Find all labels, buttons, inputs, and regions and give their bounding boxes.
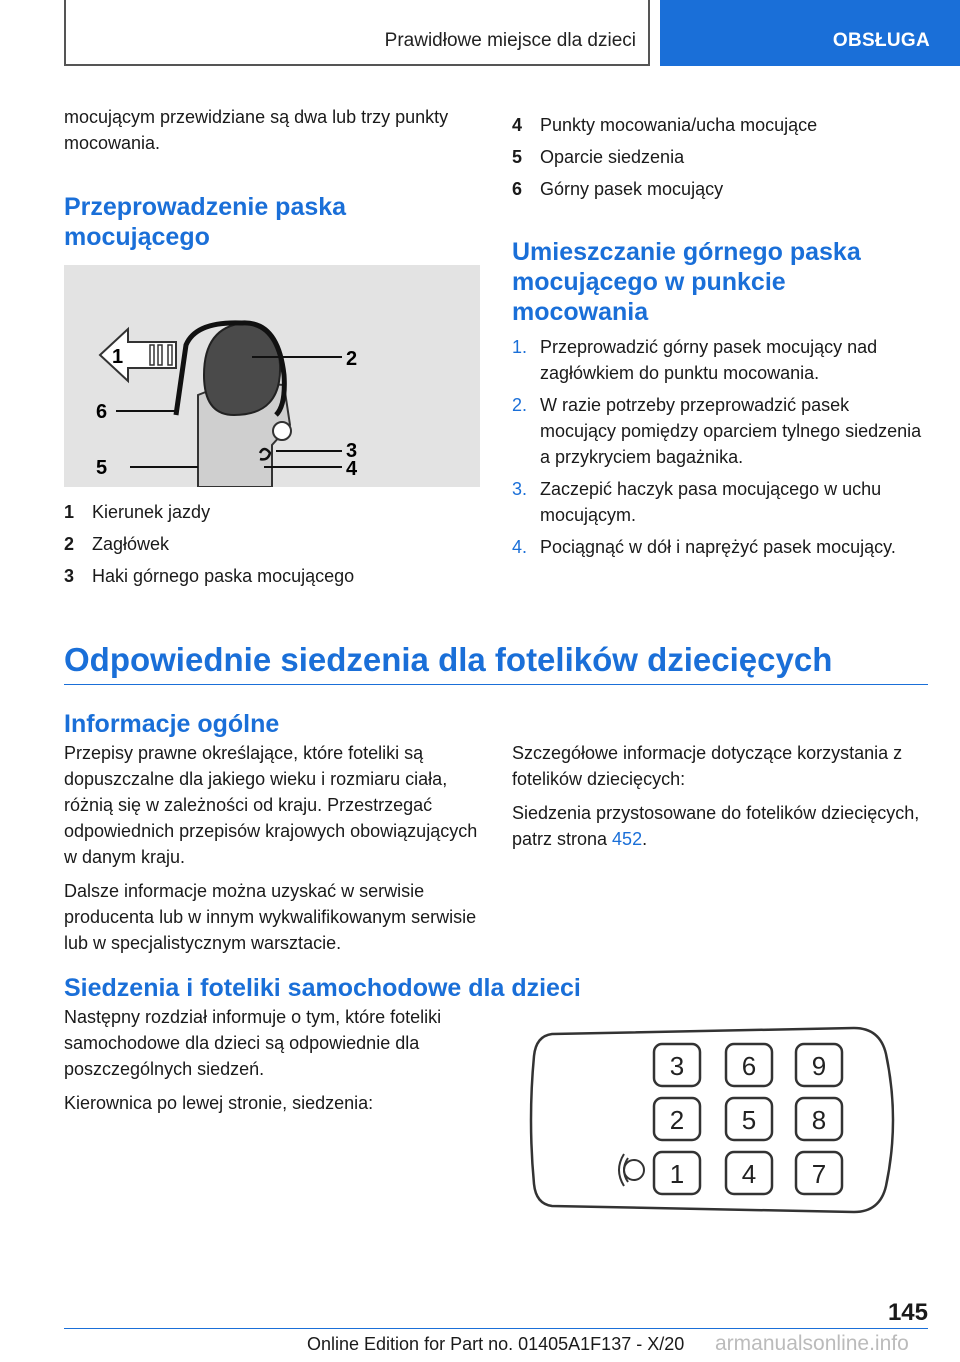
legend-num: 3	[64, 566, 75, 586]
seats-text-block	[64, 1004, 480, 1116]
section-rule	[64, 684, 928, 685]
step-item	[512, 534, 928, 560]
seat-number: 8	[811, 1105, 827, 1135]
legend-text: Kierunek jazdy	[92, 502, 211, 522]
intro-block	[64, 104, 480, 156]
subheading-seats: Siedzenia i foteliki samochodowe dla dzieci	[64, 974, 581, 1002]
heading-upper-strap-line1: Umieszczanie górnego paska	[512, 238, 861, 266]
legend-item	[512, 141, 928, 173]
seat-number: 2	[669, 1105, 685, 1135]
seat-number: 3	[669, 1051, 685, 1081]
seat-number: 1	[669, 1159, 685, 1189]
section-tab[interactable]	[660, 0, 960, 66]
legend-text: Oparcie siedzenia	[540, 147, 685, 167]
footer-watermark: armanualsonline.info	[715, 1332, 909, 1355]
legend-item	[64, 496, 480, 528]
tether-figure	[64, 265, 480, 487]
seat-number: 5	[741, 1105, 757, 1135]
step-text: Pociągnąć w dół i naprężyć pasek mocujący.	[540, 537, 896, 557]
legend-num: 6	[512, 179, 523, 199]
general-right-p2	[512, 800, 928, 852]
general-right-p1: Szczegółowe informacje dotyczące korzystania z fotelików dziecięcych:	[512, 743, 903, 789]
figure-label-3: 3	[346, 440, 358, 462]
legend-num: 1	[64, 502, 75, 522]
heading-upper-strap	[512, 237, 928, 327]
legend-text: Punkty mocowania/ucha mocujące	[540, 115, 818, 135]
page-header	[0, 0, 960, 66]
heading-strap-line2: mocującego	[64, 223, 210, 251]
figure-label-4: 4	[346, 458, 358, 480]
step-text: W razie potrzeby przeprowadzić pasek mocujący pomiędzy oparciem tylnego siedzenia a przykryciem bagażnika.	[540, 395, 922, 467]
legend-text: Zagłówek	[92, 534, 170, 554]
page-link[interactable]: 452	[612, 829, 643, 849]
figure-label-5: 5	[96, 457, 108, 479]
legend-left	[64, 496, 480, 592]
header-title: Prawidłowe miejsce dla dzieci	[384, 30, 636, 51]
figure-label-6: 6	[96, 401, 108, 423]
heading-upper-strap-line3: mocowania	[512, 298, 649, 326]
general-right-p2-text: Siedzenia przystosowane do fotelików dziecięcych, patrz strona	[512, 803, 920, 849]
legend-num: 2	[64, 534, 75, 554]
legend-num: 5	[512, 147, 523, 167]
legend-item	[512, 173, 928, 205]
footer-edition-text: Online Edition for Part no. 01405A1F137 - X/20	[307, 1334, 685, 1354]
general-right-p2-suffix: .	[642, 829, 648, 849]
heading-strap-line1: Przeprowadzenie paska	[64, 193, 347, 221]
seats-p1: Następny rozdział informuje o tym, które foteliki samochodowe dla dzieci są odpowiednie dla poszczególnych siedzeń.	[64, 1007, 442, 1079]
seat-layout-diagram	[524, 1024, 920, 1216]
header-title-box	[64, 0, 650, 66]
step-item	[512, 392, 928, 470]
seat-number: 9	[811, 1051, 827, 1081]
step-num: 4.	[512, 537, 528, 557]
legend-item	[64, 528, 480, 560]
step-item	[512, 334, 928, 386]
legend-item	[64, 560, 480, 592]
general-left-p2: Dalsze informacje można uzyskać w serwisie producenta lub w innym wykwalifikowanym serwisie lub w specjalistycznym warsztacie.	[64, 881, 477, 953]
subheading-general: Informacje ogólne	[64, 710, 280, 738]
seat-number: 4	[741, 1159, 757, 1189]
step-num: 1.	[512, 337, 528, 357]
general-left-block	[64, 740, 480, 956]
legend-item	[512, 109, 928, 141]
legend-text: Górny pasek mocujący	[540, 179, 724, 199]
heading-strap	[64, 192, 480, 252]
figure-label-2: 2	[346, 348, 358, 370]
figure-label-1: 1	[112, 346, 124, 368]
anchor-ring-icon	[273, 422, 291, 440]
steps-list	[512, 334, 928, 566]
tether-diagram	[64, 265, 480, 487]
step-num: 2.	[512, 395, 528, 415]
seats-p2: Kierownica po lewej stronie, siedzenia:	[64, 1093, 374, 1113]
footer-rule	[64, 1328, 928, 1329]
step-text: Przeprowadzić górny pasek mocujący nad zagłówkiem do punktu mocowania.	[540, 337, 878, 383]
section-heading: Odpowiednie siedzenia dla fotelików dziecięcych	[64, 641, 833, 678]
step-num: 3.	[512, 479, 528, 499]
general-right-block	[512, 740, 928, 852]
section-tab-label: OBSŁUGA	[832, 30, 930, 51]
step-item	[512, 476, 928, 528]
page-number: 145	[887, 1299, 928, 1326]
seat-number: 6	[741, 1051, 757, 1081]
intro-text: mocującym przewidziane są dwa lub trzy punkty mocowania.	[64, 107, 449, 153]
seat-layout-figure	[524, 1024, 920, 1216]
heading-upper-strap-line2: mocującego w punkcie	[512, 268, 786, 296]
legend-right	[512, 109, 928, 205]
step-text: Zaczepić haczyk pasa mocującego w uchu mocującym.	[540, 479, 882, 525]
legend-num: 4	[512, 115, 523, 135]
legend-text: Haki górnego paska mocującego	[92, 566, 355, 586]
general-left-p1: Przepisy prawne określające, które foteliki są dopuszczalne dla jakiego wieku i rozmiaru ciała, różnią się w zależności od kraju. Przestrzegać odpowiednich przepisów krajowych obowiązujących w danym kraju.	[64, 743, 478, 867]
seat-number: 7	[811, 1159, 827, 1189]
